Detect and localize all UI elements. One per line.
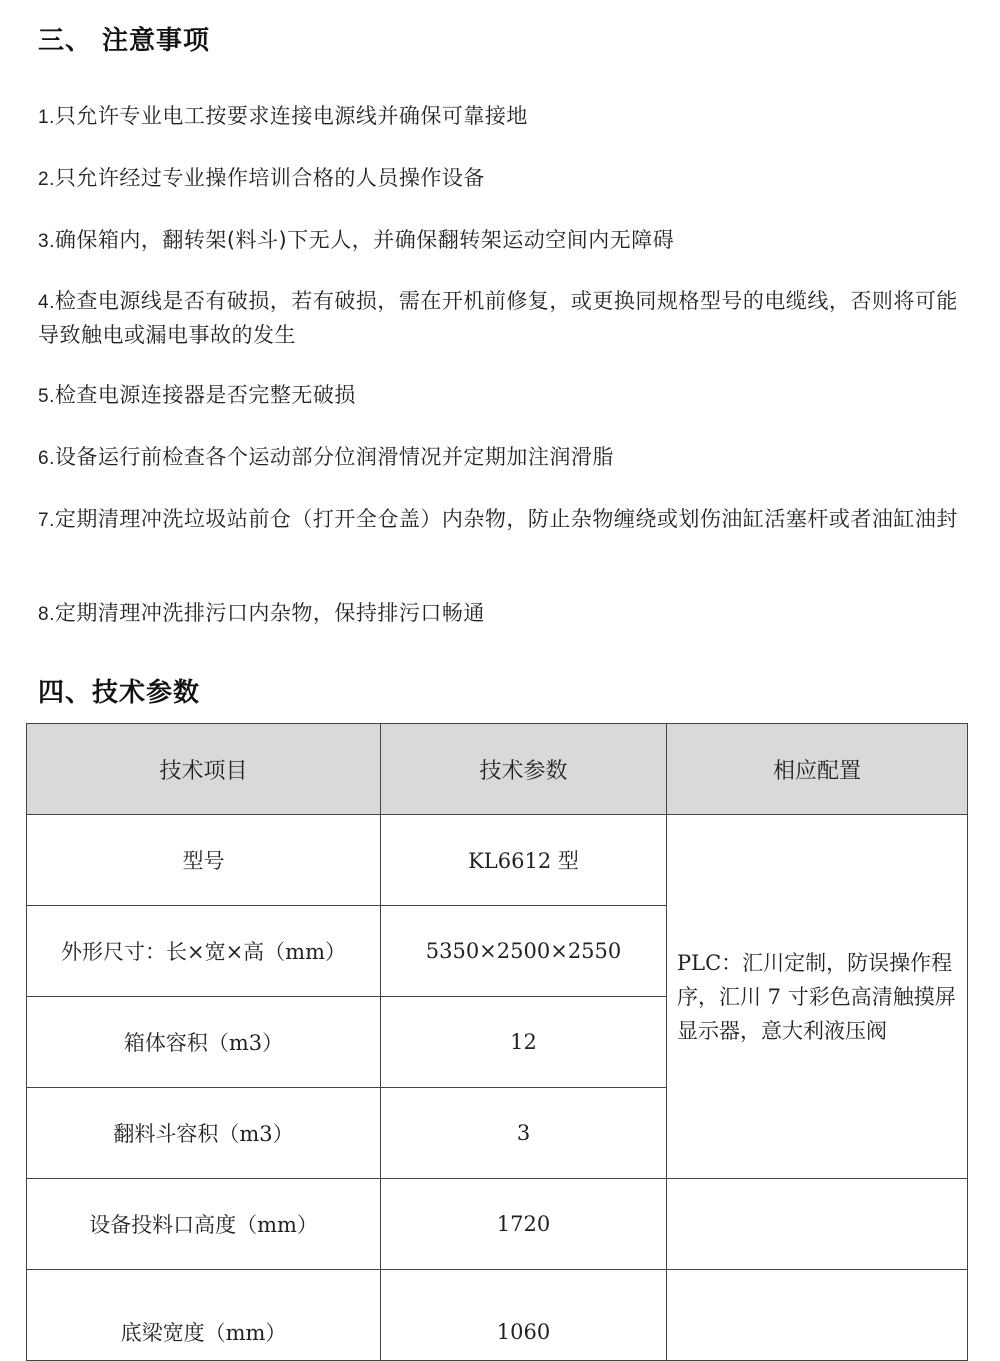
note-number: 5.	[38, 386, 55, 407]
row-value-cell: 12	[381, 997, 667, 1088]
note-number: 4.	[38, 292, 55, 313]
config-cell: PLC：汇川定制，防误操作程序，汇川 7 寸彩色高清触摸屏显示器，意大利液压阀	[667, 815, 968, 1179]
note-item-4	[38, 285, 968, 351]
table-row	[27, 1270, 968, 1361]
note-text: 定期清理冲洗排污口内杂物，保持排污口畅通	[54, 601, 485, 625]
note-item-8	[38, 597, 968, 631]
row-item-cell	[27, 1270, 381, 1361]
table-row	[27, 1179, 968, 1270]
note-item-6	[38, 441, 968, 475]
row-item-cell: 箱体容积（m3）	[27, 997, 381, 1088]
notes-section-heading: 三、 注意事项	[38, 26, 211, 56]
note-text: 定期清理冲洗垃圾站前仓（打开全仓盖）内杂物，防止杂物缠绕或划伤油缸活塞杆或者油缸油封	[54, 507, 958, 531]
note-item-2	[38, 162, 968, 196]
row-value-cell: 3	[381, 1088, 667, 1179]
note-text: 设备运行前检查各个运动部分位润滑情况并定期加注润滑脂	[54, 445, 614, 469]
note-item-5	[38, 379, 968, 413]
row-item-cell: 设备投料口高度（mm）	[27, 1179, 381, 1270]
note-text: 检查电源线是否有破损，若有破损，需在开机前修复，或更换同规格型号的电缆线，否则将可能导致触电或漏电事故的发生	[38, 289, 958, 347]
column-header-value: 技术参数	[381, 724, 667, 815]
row-value-cell: KL6612 型	[381, 815, 667, 906]
note-number: 2.	[38, 169, 55, 190]
note-text: 只允许经过专业操作培训合格的人员操作设备	[54, 166, 485, 190]
note-text: 检查电源连接器是否完整无破损	[54, 383, 356, 407]
note-item-7	[38, 503, 968, 537]
note-text: 只允许专业电工按要求连接电源线并确保可靠接地	[54, 104, 528, 128]
row-item-text: 底梁宽度（mm）	[120, 1321, 287, 1345]
table-row	[27, 815, 968, 906]
row-item-cell: 翻料斗容积（m3）	[27, 1088, 381, 1179]
note-item-3	[38, 224, 968, 258]
params-section-heading: 四、技术参数	[38, 678, 201, 708]
empty-config-cell	[667, 1179, 968, 1270]
row-value-cell: 5350×2500×2550	[381, 906, 667, 997]
row-item-cell: 型号	[27, 815, 381, 906]
empty-config-cell	[667, 1270, 968, 1361]
column-header-item: 技术项目	[27, 724, 381, 815]
note-number: 8.	[38, 604, 55, 625]
row-item-cell: 外形尺寸：长×宽×高（mm）	[27, 906, 381, 997]
row-value-cell: 1720	[381, 1179, 667, 1270]
note-text: 确保箱内，翻转架(料斗)下无人，并确保翻转架运动空间内无障碍	[54, 228, 675, 252]
row-value-text: 1060	[496, 1320, 551, 1344]
note-item-1	[38, 100, 968, 134]
tech-params-table	[26, 723, 968, 1361]
note-number: 1.	[38, 107, 55, 128]
note-number: 3.	[38, 231, 55, 252]
column-header-config: 相应配置	[667, 724, 968, 815]
note-number: 6.	[38, 448, 55, 469]
table-header-row	[27, 724, 968, 815]
row-value-cell	[381, 1270, 667, 1361]
note-number: 7.	[38, 510, 55, 531]
